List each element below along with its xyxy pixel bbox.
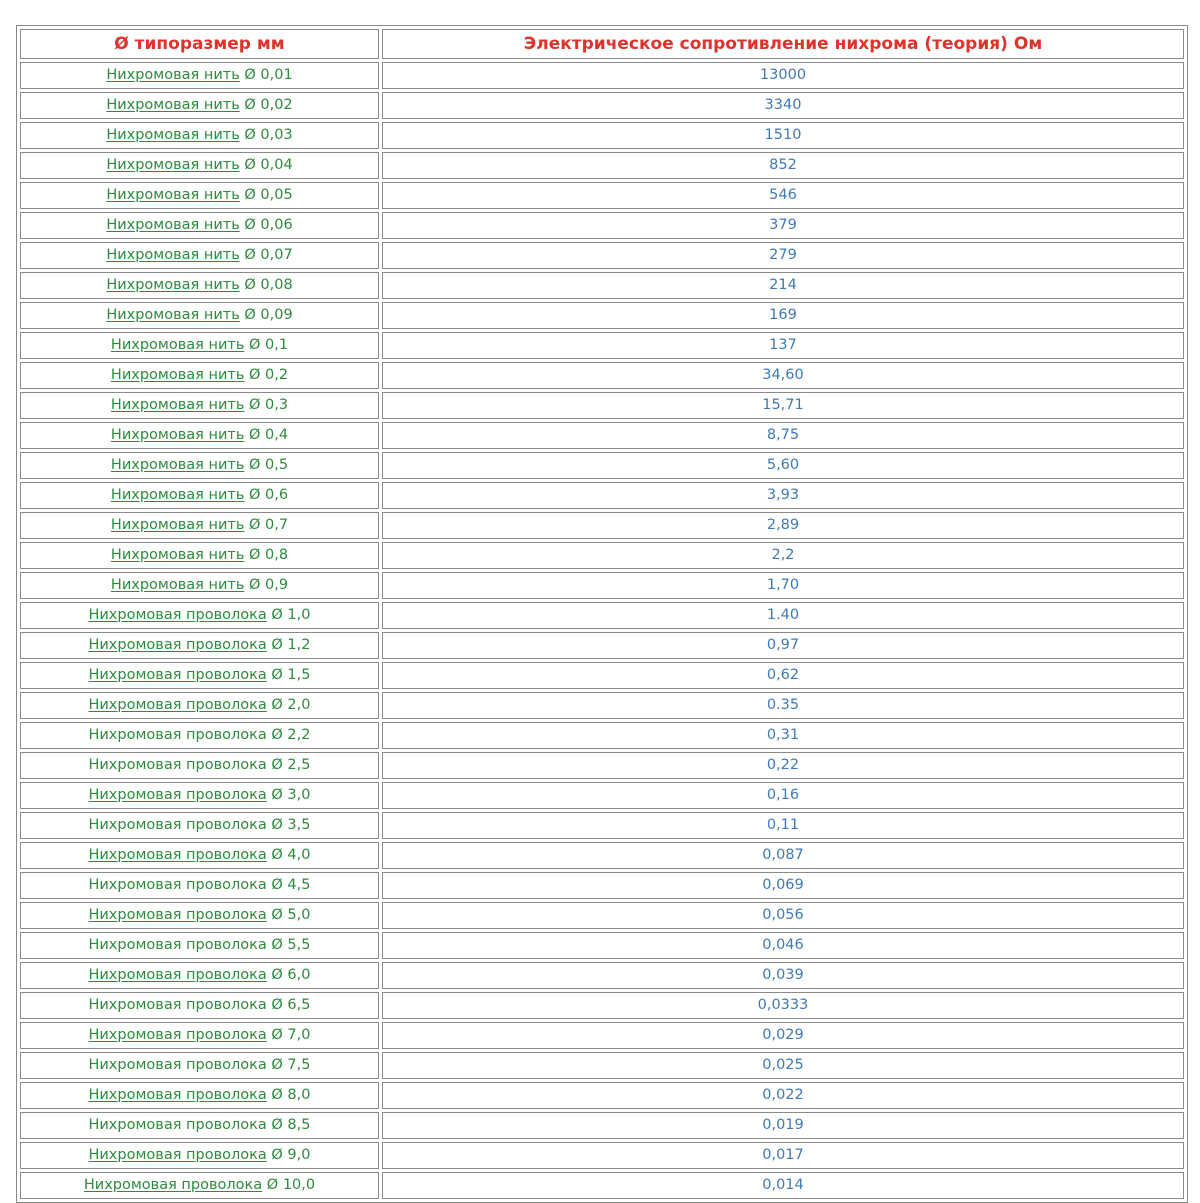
- diameter-value: Ø 0,08: [244, 277, 293, 294]
- table-row: [20, 962, 1184, 989]
- product-name: Нихромовая проволока: [88, 727, 267, 744]
- product-link[interactable]: Нихромовая нить: [110, 397, 245, 414]
- size-cell: [20, 662, 379, 689]
- resistance-cell: 0,029: [382, 1022, 1184, 1049]
- resistance-cell: 3340: [382, 92, 1184, 119]
- size-cell: [20, 602, 379, 629]
- product-link[interactable]: Нихромовая проволока: [88, 847, 267, 864]
- resistance-cell: 1.40: [382, 602, 1184, 629]
- product-name: Нихромовая проволока: [88, 1117, 267, 1134]
- resistance-cell: 5,60: [382, 452, 1184, 479]
- diameter-value: Ø 10,0: [266, 1177, 316, 1194]
- product-link[interactable]: Нихромовая проволока: [88, 907, 267, 924]
- table-row: [20, 212, 1184, 239]
- size-cell: [20, 962, 379, 989]
- resistance-cell: 379: [382, 212, 1184, 239]
- product-name: Нихромовая проволока: [88, 997, 267, 1014]
- resistance-cell: 0,017: [382, 1142, 1184, 1169]
- table-row: [20, 542, 1184, 569]
- product-name: Нихромовая проволока: [88, 817, 267, 834]
- diameter-value: Ø 2,5: [271, 757, 311, 774]
- resistance-cell: 0,046: [382, 932, 1184, 959]
- diameter-value: Ø 0,05: [244, 187, 293, 204]
- size-cell: [20, 152, 379, 179]
- diameter-value: Ø 0,04: [244, 157, 293, 174]
- diameter-value: Ø 3,5: [271, 817, 311, 834]
- diameter-value: Ø 0,1: [248, 337, 289, 354]
- product-link[interactable]: Нихромовая проволока: [88, 787, 267, 804]
- size-cell: [20, 362, 379, 389]
- resistance-cell: 1,70: [382, 572, 1184, 599]
- diameter-value: Ø 6,5: [271, 997, 311, 1014]
- diameter-value: Ø 0,2: [248, 367, 289, 384]
- product-link[interactable]: Нихромовая проволока: [88, 967, 267, 984]
- diameter-value: Ø 0,02: [244, 97, 293, 114]
- size-cell: [20, 812, 379, 839]
- size-cell: [20, 1172, 379, 1199]
- product-link[interactable]: Нихромовая проволока: [88, 1087, 267, 1104]
- diameter-value: Ø 0,01: [244, 67, 293, 84]
- size-cell: [20, 752, 379, 779]
- resistance-cell: 0,069: [382, 872, 1184, 899]
- diameter-value: Ø 0,5: [248, 457, 289, 474]
- diameter-value: Ø 0,09: [244, 307, 293, 324]
- product-link[interactable]: Нихромовая проволока: [88, 637, 267, 654]
- table-row: [20, 62, 1184, 89]
- diameter-value: Ø 9,0: [271, 1147, 311, 1164]
- size-cell: [20, 1082, 379, 1109]
- size-cell: [20, 842, 379, 869]
- resistance-cell: 1510: [382, 122, 1184, 149]
- diameter-value: Ø 7,0: [271, 1027, 311, 1044]
- size-cell: [20, 932, 379, 959]
- product-link[interactable]: Нихромовая проволока: [88, 1027, 267, 1044]
- resistance-cell: 8,75: [382, 422, 1184, 449]
- table-row: [20, 1022, 1184, 1049]
- table-row: [20, 452, 1184, 479]
- nichrome-resistance-table: [16, 25, 1188, 1203]
- product-link[interactable]: Нихромовая нить: [106, 217, 240, 234]
- size-cell: [20, 1142, 379, 1169]
- diameter-value: Ø 3,0: [271, 787, 311, 804]
- size-cell: [20, 242, 379, 269]
- resistance-cell: 0,16: [382, 782, 1184, 809]
- table-row: [20, 362, 1184, 389]
- size-cell: [20, 1022, 379, 1049]
- product-link[interactable]: Нихромовая нить: [110, 547, 245, 564]
- size-cell: [20, 422, 379, 449]
- resistance-cell: 13000: [382, 62, 1184, 89]
- table-row: [20, 692, 1184, 719]
- resistance-cell: 0,31: [382, 722, 1184, 749]
- size-cell: [20, 332, 379, 359]
- diameter-value: Ø 8,0: [271, 1087, 311, 1104]
- table-row: [20, 662, 1184, 689]
- table-row: [20, 602, 1184, 629]
- diameter-value: Ø 0,3: [248, 397, 289, 414]
- table-row: [20, 1142, 1184, 1169]
- resistance-cell: 15,71: [382, 392, 1184, 419]
- resistance-cell: 0,0333: [382, 992, 1184, 1019]
- table-row: [20, 902, 1184, 929]
- size-cell: [20, 1112, 379, 1139]
- table-header-row: [20, 29, 1184, 59]
- product-link[interactable]: Нихромовая нить: [110, 427, 245, 444]
- product-link[interactable]: Нихромовая проволока: [83, 1177, 263, 1194]
- product-link[interactable]: Нихромовая нить: [106, 157, 240, 174]
- resistance-cell: 0,039: [382, 962, 1184, 989]
- product-link[interactable]: Нихромовая проволока: [88, 607, 267, 624]
- table-row: [20, 992, 1184, 1019]
- diameter-value: Ø 1,5: [271, 667, 311, 684]
- size-cell: [20, 572, 379, 599]
- diameter-value: Ø 4,0: [271, 847, 311, 864]
- resistance-cell: 0,019: [382, 1112, 1184, 1139]
- table-row: [20, 422, 1184, 449]
- product-link[interactable]: Нихромовая нить: [110, 457, 245, 474]
- table-row: [20, 722, 1184, 749]
- resistance-cell: 0,62: [382, 662, 1184, 689]
- resistance-cell: 0,014: [382, 1172, 1184, 1199]
- size-cell: [20, 722, 379, 749]
- resistance-table-container: [16, 25, 1188, 1203]
- product-link[interactable]: Нихромовая нить: [110, 577, 245, 594]
- resistance-cell: 3,93: [382, 482, 1184, 509]
- size-cell: [20, 992, 379, 1019]
- diameter-value: Ø 1,2: [271, 637, 311, 654]
- diameter-value: Ø 0,9: [248, 577, 289, 594]
- product-link[interactable]: Нихромовая нить: [110, 487, 245, 504]
- resistance-cell: 2,89: [382, 512, 1184, 539]
- resistance-cell: 0,087: [382, 842, 1184, 869]
- size-cell: [20, 482, 379, 509]
- size-cell: [20, 632, 379, 659]
- resistance-cell: 34,60: [382, 362, 1184, 389]
- size-cell: [20, 542, 379, 569]
- product-link[interactable]: Нихромовая нить: [106, 127, 240, 144]
- diameter-value: Ø 0,8: [248, 547, 289, 564]
- table-row: [20, 1172, 1184, 1199]
- size-cell: [20, 392, 379, 419]
- resistance-cell: 546: [382, 182, 1184, 209]
- product-link[interactable]: Нихромовая нить: [106, 187, 240, 204]
- diameter-value: Ø 2,0: [271, 697, 311, 714]
- diameter-value: Ø 0,7: [248, 517, 289, 534]
- table-row: [20, 512, 1184, 539]
- header-resistance: Электрическое сопротивление нихрома (теория) Ом: [382, 29, 1184, 59]
- diameter-value: Ø 2,2: [271, 727, 311, 744]
- product-name: Нихромовая проволока: [88, 757, 267, 774]
- table-row: [20, 242, 1184, 269]
- resistance-cell: 852: [382, 152, 1184, 179]
- diameter-value: Ø 0,07: [244, 247, 293, 264]
- table-row: [20, 182, 1184, 209]
- resistance-cell: 0,022: [382, 1082, 1184, 1109]
- size-cell: [20, 272, 379, 299]
- diameter-value: Ø 8,5: [271, 1117, 311, 1134]
- product-link[interactable]: Нихромовая нить: [110, 337, 245, 354]
- size-cell: [20, 122, 379, 149]
- table-row: [20, 272, 1184, 299]
- table-row: [20, 332, 1184, 359]
- size-cell: [20, 452, 379, 479]
- size-cell: [20, 692, 379, 719]
- size-cell: [20, 512, 379, 539]
- size-cell: [20, 872, 379, 899]
- table-body: [20, 62, 1184, 1199]
- product-link[interactable]: Нихромовая нить: [106, 247, 240, 264]
- size-cell: [20, 62, 379, 89]
- table-row: [20, 1052, 1184, 1079]
- product-link[interactable]: Нихромовая проволока: [88, 1147, 267, 1164]
- diameter-value: Ø 0,4: [248, 427, 289, 444]
- size-cell: [20, 902, 379, 929]
- resistance-cell: 169: [382, 302, 1184, 329]
- table-row: [20, 1112, 1184, 1139]
- table-row: [20, 932, 1184, 959]
- product-link[interactable]: Нихромовая нить: [106, 307, 240, 324]
- resistance-cell: 0,97: [382, 632, 1184, 659]
- size-cell: [20, 92, 379, 119]
- product-link[interactable]: Нихромовая проволока: [88, 697, 267, 714]
- table-row: [20, 752, 1184, 779]
- table-row: [20, 572, 1184, 599]
- resistance-cell: 279: [382, 242, 1184, 269]
- diameter-value: Ø 4,5: [271, 877, 311, 894]
- resistance-cell: 137: [382, 332, 1184, 359]
- size-cell: [20, 302, 379, 329]
- table-row: [20, 92, 1184, 119]
- diameter-value: Ø 5,0: [271, 907, 311, 924]
- product-name: Нихромовая проволока: [88, 877, 267, 894]
- table-row: [20, 842, 1184, 869]
- table-row: [20, 392, 1184, 419]
- diameter-value: Ø 0,6: [248, 487, 289, 504]
- product-link[interactable]: Нихромовая нить: [106, 277, 240, 294]
- resistance-cell: 0,025: [382, 1052, 1184, 1079]
- product-link[interactable]: Нихромовая нить: [110, 517, 245, 534]
- resistance-cell: 0,056: [382, 902, 1184, 929]
- table-row: [20, 872, 1184, 899]
- diameter-value: Ø 7,5: [271, 1057, 311, 1074]
- header-size: Ø типоразмер мм: [20, 29, 379, 59]
- resistance-cell: 0.35: [382, 692, 1184, 719]
- table-row: [20, 482, 1184, 509]
- diameter-value: Ø 0,06: [244, 217, 293, 234]
- table-row: [20, 152, 1184, 179]
- diameter-value: Ø 1,0: [271, 607, 311, 624]
- size-cell: [20, 782, 379, 809]
- size-cell: [20, 182, 379, 209]
- size-cell: [20, 212, 379, 239]
- product-name: Нихромовая проволока: [88, 937, 267, 954]
- product-link[interactable]: Нихромовая нить: [110, 367, 245, 384]
- diameter-value: Ø 0,03: [244, 127, 293, 144]
- resistance-cell: 2,2: [382, 542, 1184, 569]
- table-row: [20, 812, 1184, 839]
- resistance-cell: 0,22: [382, 752, 1184, 779]
- diameter-value: Ø 6,0: [271, 967, 311, 984]
- resistance-cell: 0,11: [382, 812, 1184, 839]
- table-row: [20, 122, 1184, 149]
- diameter-value: Ø 5,5: [271, 937, 311, 954]
- table-row: [20, 782, 1184, 809]
- size-cell: [20, 1052, 379, 1079]
- table-row: [20, 632, 1184, 659]
- resistance-cell: 214: [382, 272, 1184, 299]
- table-row: [20, 302, 1184, 329]
- table-row: [20, 1082, 1184, 1109]
- product-link[interactable]: Нихромовая проволока: [88, 667, 267, 684]
- product-name: Нихромовая проволока: [88, 1057, 267, 1074]
- product-link[interactable]: Нихромовая нить: [106, 67, 240, 84]
- product-link[interactable]: Нихромовая нить: [106, 97, 240, 114]
